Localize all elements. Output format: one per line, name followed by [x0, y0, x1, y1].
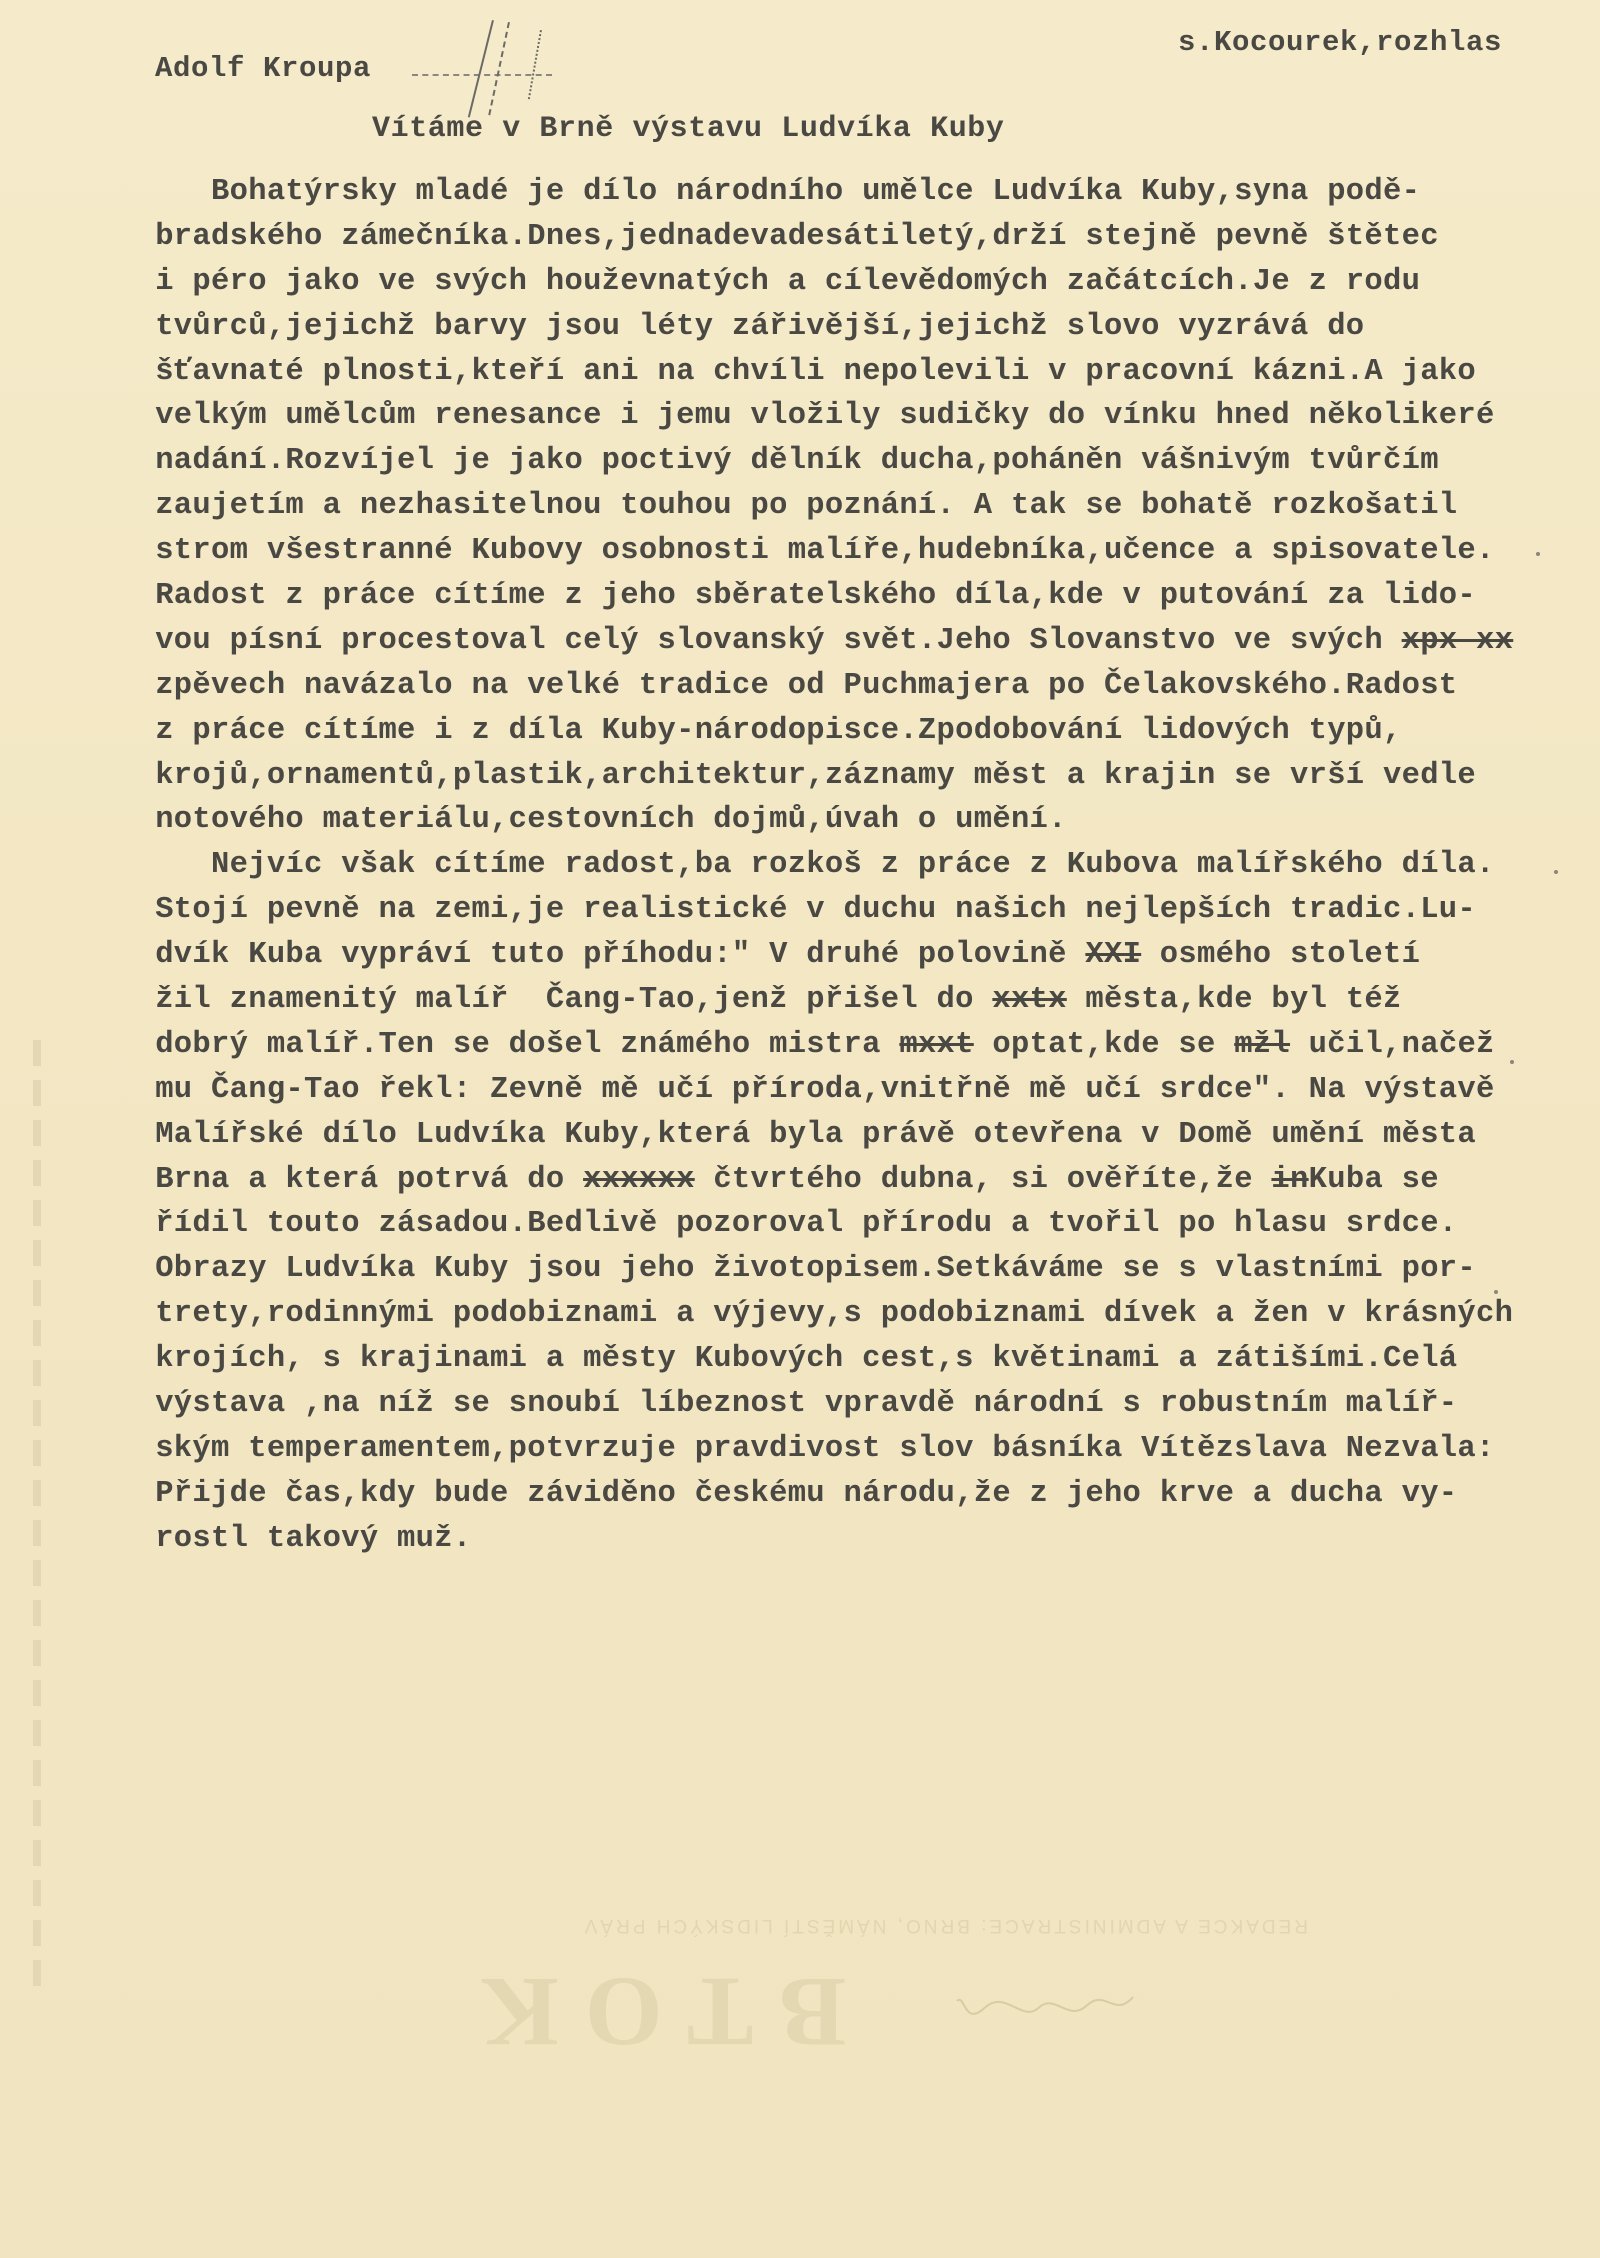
document-title: Vítáme v Brně výstavu Ludvíka Kuby — [372, 112, 1005, 146]
handwritten-note-bleedthrough — [954, 1972, 1136, 2025]
body-line: krojů,ornamentů,plastik,architektur,záznamy měst a krajin se vrší vedle — [118, 758, 1477, 793]
body-line: krojích, s krajinami a městy Kubových cest,s květinami a zátišími.Celá — [118, 1342, 1458, 1377]
body-line: ským temperamentem,potvrzuje pravdivost slov básníka Vítězslava Nezvala: — [118, 1431, 1495, 1466]
body-line: velkým umělcům renesance i jemu vložily sudičky do vínku hned několikeré — [118, 399, 1495, 434]
body-line: Stojí pevně na zemi,je realistické v duchu našich nejlepších tradic.Lu- — [118, 893, 1477, 928]
body-line: notového materiálu,cestovních dojmů,úvah o umění. — [118, 803, 1067, 838]
body-line: Bohatýrsky mladé je dílo národního umělce Ludvíka Kuby,syna podě- — [118, 175, 1421, 209]
struck-text: xpx xx — [1401, 623, 1514, 658]
body-line — [118, 978, 1578, 1023]
body-line — [118, 1158, 1578, 1203]
body-line: Obrazy Ludvíka Kuby jsou jeho životopisem.Setkáváme se s vlastními por- — [118, 1252, 1477, 1287]
reporter-attribution: s.Kocourek,rozhlas — [1178, 26, 1503, 59]
body-line: strom všestranné Kubovy osobnosti malíře,hudebníka,učence a spisovatele. — [118, 534, 1495, 569]
body-line: bradského zámečníka.Dnes,jednadevadesátiletý,drží stejně pevně štětec — [118, 219, 1439, 254]
body-line: Malířské dílo Ludvíka Kuby,která byla právě otevřena v Domě umění města — [118, 1117, 1477, 1152]
ink-speck — [1554, 870, 1558, 874]
body-line-text: vou písní procestoval celý slovanský svět.Jeho Slovanstvo ve svých — [118, 623, 1384, 658]
body-line: nadání.Rozvíjel je jako poctivý dělník ducha,poháněn vášnivým tvůrčím — [118, 444, 1439, 479]
body-line — [118, 1023, 1578, 1068]
struck-text: xxxxxx — [583, 1162, 695, 1197]
pencil-mark — [528, 30, 542, 99]
ink-speck — [1494, 1290, 1498, 1294]
body-line — [118, 933, 1578, 978]
logo-bleedthrough: BTOK — [455, 1957, 847, 2068]
struck-text: xxtx — [992, 983, 1067, 1018]
body-line-text: optat,kde se — [973, 1027, 1235, 1062]
body-line: mu Čang-Tao řekl: Zevně mě učí příroda,vnitřně mě učí srdce". Na výstavě — [118, 1072, 1495, 1107]
body-line-text: osmého století — [1141, 938, 1421, 973]
side-text-marks — [22, 1020, 52, 2020]
body-line: Přijde čas,kdy bude záviděno českému národu,že z jeho krve a ducha vy- — [118, 1476, 1458, 1511]
body-line-text: dobrý malíř.Ten se došel známého mistra — [118, 1027, 881, 1062]
body-line: řídil touto zásadou.Bedlivě pozoroval přírodu a tvořil po hlasu srdce. — [118, 1207, 1458, 1242]
body-line: zpěvech navázalo na velké tradice od Puchmajera po Čelakovského.Radost — [118, 668, 1458, 703]
body-line: i péro jako ve svých houževnatých a cílevědomých začátcích.Je z rodu — [118, 264, 1421, 299]
letterhead-bleedthrough: REDAKCE A ADMINISTRACE: BRNO, NÁMĚSTÍ LIDSKÝCH PRÁV — [581, 1915, 1308, 1936]
body-line: Radost z práce cítíme z jeho sběratelského díla,kde v putování za lido- — [118, 579, 1477, 614]
ink-speck — [1536, 552, 1540, 556]
author-name: Adolf Kroupa — [155, 52, 372, 85]
body-line: z práce cítíme i z díla Kuby-národopisce.Zpodobování lidových typů, — [118, 713, 1402, 748]
body-line-text: žil znamenitý malíř Čang-Tao,jenž přišel do — [118, 983, 974, 1018]
handwriting-squiggle — [954, 1979, 1135, 2025]
body-line-text: města,kde byl též — [1066, 983, 1402, 1018]
body-line — [118, 619, 1578, 664]
body-line: trety,rodinnými podobiznami a výjevy,s podobiznami dívek a žen v krásných — [118, 1297, 1514, 1332]
body-line: zaujetím a nezhasitelnou touhou po poznání. A tak se bohatě rozkošatil — [118, 489, 1458, 524]
struck-text: in — [1271, 1162, 1309, 1197]
article-body — [118, 170, 1578, 1562]
body-line: Nejvíc však cítíme radost,ba rozkoš z práce z Kubova malířského díla. — [118, 848, 1495, 883]
body-line-text: čtvrtého dubna, si ověříte,že — [694, 1162, 1272, 1197]
body-line-text: učil,načež — [1290, 1027, 1495, 1062]
struck-text: XXI — [1085, 938, 1142, 973]
body-line-text: dvík Kuba vypráví tuto příhodu:" V druhé polovině — [118, 938, 1067, 973]
body-line: výstava ,na níž se snoubí líbeznost vpravdě národní s robustním malíř- — [118, 1387, 1458, 1422]
side-text-bleedthrough — [12, 1020, 52, 2120]
body-line: šťavnaté plnosti,kteří ani na chvíli nepolevili v pracovní kázni.A jako — [118, 354, 1477, 389]
body-line: rostl takový muž. — [118, 1521, 472, 1556]
struck-text: mxxt — [899, 1027, 974, 1062]
struck-text: mžl — [1234, 1027, 1291, 1062]
body-line: tvůrců,jejichž barvy jsou léty zářivější,jejichž slovo vyzrává do — [118, 309, 1365, 344]
pencil-mark — [488, 22, 510, 115]
body-line-text: Brna a která potrvá do — [118, 1162, 565, 1197]
ink-speck — [1510, 1060, 1514, 1064]
body-line-text: Kuba se — [1308, 1162, 1439, 1197]
